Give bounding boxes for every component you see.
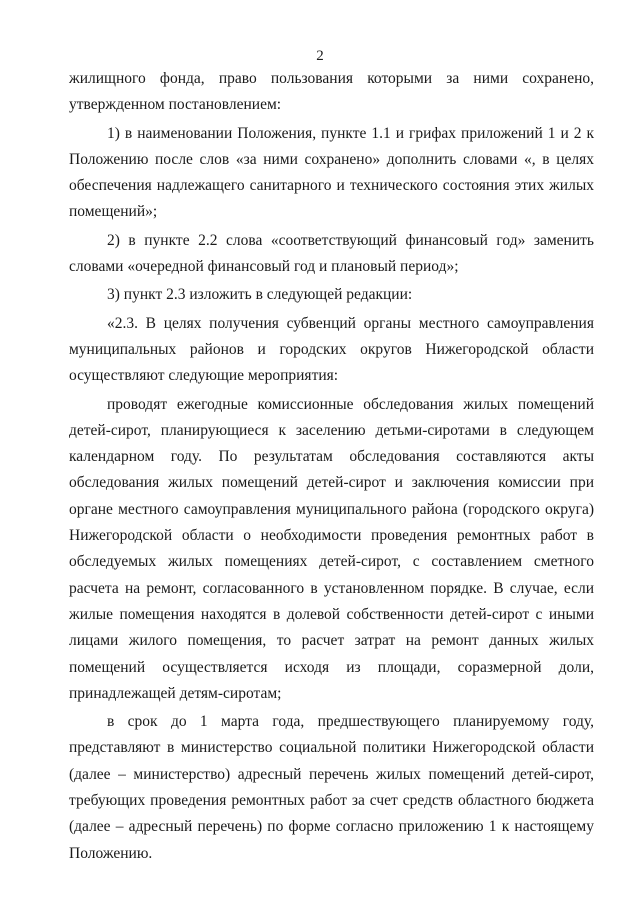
paragraph-clause-2-3: «2.3. В целях получения субвенций органы местного самоуправления муниципальных районов и городских округов Нижегородской области осуществляют следующие мероприятия: — [69, 314, 594, 385]
paragraph-item-1: 1) в наименовании Положения, пункте 1.1 и грифах приложений 1 и 2 к Положению после слов «за ними сохранено» дополнить словами «, в целях обеспечения надлежащего санитарного и технического состояния этих жилых помещений»; — [69, 124, 594, 221]
paragraph-item-2: 2) в пункте 2.2 слова «соответствующий финансовый год» заменить словами «очередной финансовый год и плановый период»; — [69, 231, 594, 276]
paragraph-continuation: жилищного фонда, право пользования которыми за ними сохранено, утвержденном постановлением: — [69, 70, 594, 114]
paragraph-item-3: 3) пункт 2.3 изложить в следующей редакции: — [107, 286, 413, 304]
document-body — [69, 66, 594, 867]
page-number: 2 — [316, 48, 324, 64]
paragraph-deadline: в срок до 1 марта года, предшествующего планируемому году, представляют в министерство социальной политики Нижегородской области (далее – министерство) адресный перечень жилых помещений детей-сирот, требующих проведения ремонтных работ за счет средств областного бюджета (далее – адресный перечень) по форме согласно приложению 1 к настоящему Положению. — [69, 713, 594, 862]
paragraph-inspections: проводят ежегодные комиссионные обследования жилых помещений детей-сирот, планирующиеся к заселению детьми-сиротами в следующем календарном году. По результатам обследования составляются акты обследования жилых помещений детей-сирот и заключения комиссии при органе местного самоуправления муниципального района (городского округа) Нижегородской области о необходимости проведения ремонтных работ в обследуемых жилых помещениях детей-сирот, с составлением сметного расчета на ремонт, согласованного в установленном порядке. В случае, если жилые помещения находятся в долевой собственности детей-сирот с иными лицами жилого помещения, то расчет затрат на ремонт данных жилых помещений осуществляется исходя из площади, соразмерной доли, принадлежащей детям-сиротам; — [69, 395, 594, 702]
